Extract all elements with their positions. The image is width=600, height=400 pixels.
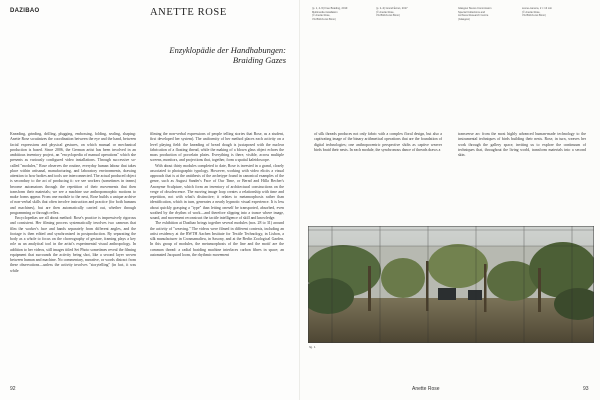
caption-line: (© Anette Rose, (312, 14, 331, 17)
caption-line: (p. 2–3) Grand Écran, 2017 (376, 7, 408, 10)
right-page (300, 0, 600, 400)
installation-photo (308, 226, 594, 343)
caption-line: VG Bild-Kunst Bonn) (312, 17, 336, 21)
running-footer: Anette Rose (412, 386, 440, 392)
caption-line: (p. 1, 4–5) Free Braiding, 2019 (312, 7, 348, 10)
figure-caption: fig. 1 (309, 345, 316, 349)
paragraph: With about thirty modules completed to date, Rose is invested in a grand, closely associated to photographic typology. However, working with video elicits a visual approach that is at the antithesis of the archetype found in canonical examples of the genre, such as August Sander's Face of Our Time, or Bernd and Hilla Becher's Anonyme Sculpture, which form an inventory of architectural constructions on the verge of obsolescence. The moving image loop creates a relationship with time and repetition, not with what's distinctive; it relates to metamorphosis rather than identification, which in turn, generates a nearly hypnotic visual experience. It is less about quickly grasping a "type" than letting oneself be transported, absorbed, even soothed by the rhythm of work—and therefore slipping into a trance where image, sound, and movement reconstruct the tactile intelligence of skill and knowledge. (150, 163, 284, 220)
paragraph: The exhibition at Dazibao brings together several modules (nos. 28 to 31) around the activity of "weaving." The videos were filmed in different contexts, including an artist residency at the RWTH Aachen Institute for Textile Technology, in Lisbon, a silk manufacturer in Crosmamalieu, in Saxony, and at the Berlin Zoological Garden. In this group of modules, the metamorphosis of the line and the motif are the common thread: a radial braiding machine interlaces carbon fibres in space; an automated Jacquard loom, the rhythmic movement (150, 221, 284, 257)
caption-block-2 (376, 7, 436, 20)
body-column-middle (150, 132, 284, 377)
paragraph: Encyclopedias are all about method: Rose's practice is impressively rigorous and consistent. Her filming process systematically involves two cameras that film the worker's face and hands separately from different angles, and the footage is then edited and synchronized in postproduction. By separating the body as a whole to focus on the choreography of gesture, framing plays a key role as an analytical tool in the artist's experimental visual anthropology. In addition to her videos, still images titled Set Photo sometimes reveal the filming equipment that surrounds the activity being shot, like a second layer woven between human and machine. No commentary, narrative, or words distract from these observations—unless the activity involves "storytelling" (in fact, it was while (10, 216, 136, 273)
caption-line: (Glasgow) (458, 17, 470, 21)
body-column-right-1 (314, 132, 442, 222)
publisher-name: DAZIBAO (10, 8, 40, 14)
caption-line: Multimedia installation (312, 10, 338, 14)
caption-line: Glasgow Stereo Commission (458, 7, 492, 10)
body-column-right-2 (458, 132, 586, 222)
caption-line: VG Bild-Kunst Bonn) (376, 14, 400, 17)
paragraph: of silk threads produces not only fabric with a complex floral design, but also a captivating image of the binary arithmetical operations that are the foundation of digital technologies; one anthropocentric perspective shifts as captive weaver birds braid their nests. In each module, the synchronous dance of threads draws a (314, 132, 442, 152)
body-column-left (10, 132, 136, 377)
essay-title-line-1: Enzyklopädie der Handhabungen: (169, 45, 286, 55)
caption-line: Archives Research Centre (458, 14, 489, 17)
essay-title (106, 45, 286, 65)
caption-block-4 (522, 7, 588, 20)
caption-line: (© Anette Rose, (376, 10, 395, 14)
artist-name: ANETTE ROSE (150, 7, 227, 18)
page-number-right: 93 (583, 386, 589, 392)
paragraph: filming the non-verbal expressions of people telling stories that Rose, as a student, first developed her system). The uniformity of her method places each activity on a level playing field: the kneading of bread dough is juxtaposed with the nuclear fabrication of a floating thread, while the making of a blown glass object echoes the mass production of porcelain plates. Everything is there, visible, across multiple screens, monitors, and projections that, together, form a spatial kaleidoscope. (150, 132, 284, 163)
aviary-installation-image (308, 226, 594, 343)
essay-title-line-2: Braiding Gazes (232, 55, 286, 65)
caption-block-1 (312, 7, 372, 23)
caption-line: Special Collections and (458, 10, 485, 14)
paragraph: transverse arc from the most highly advanced human-made technology to the instrumental techniques of birds building their nests. Rose, in turn, weaves her work through the gallery space, inviting us to explore the continuum of techniques that, throughout the living world, transform materials into a second skin. (458, 132, 586, 157)
caption-block-3 (458, 7, 518, 23)
caption-line: VG Bild-Kunst Bonn) (522, 14, 546, 17)
caption-line: (© Anette Rose, (522, 10, 541, 14)
paragraph: Kneading, grinding, drilling, plugging, embossing, folding, sealing, shaping: Anette Rose scrutinizes the coordination between the eye and the hand, between facial expressions and physical gestures, on which manual or mechanical production is based. Since 2006, the German artist has been involved in an ambitious inventory project, an "encyclopedia of manual operations" which she presents as variously configured video installations. Through successive so-called "modules," Rose observes the routine, everyday human labour that takes place within artisanal, manufacturing, and laboratory environments, drawing attention to how bodies and tools are interconnected. The actual produced object is secondary to the act of producing it: we see workers (sometimes in teams) become automatons through the repetition of their movements that then transform their materials; we see a machine use anthropomorphic motions to make forms appear. From one module to the next, Rose builds a unique archive of non-verbal skills that often involve instruction and practice (for both humans and machines), but are then automatically carried out, whether through programming or through reflex. (10, 132, 136, 215)
caption-line: scene-camera, 2 × 13 min (522, 7, 553, 10)
page-number-left: 92 (10, 386, 16, 392)
